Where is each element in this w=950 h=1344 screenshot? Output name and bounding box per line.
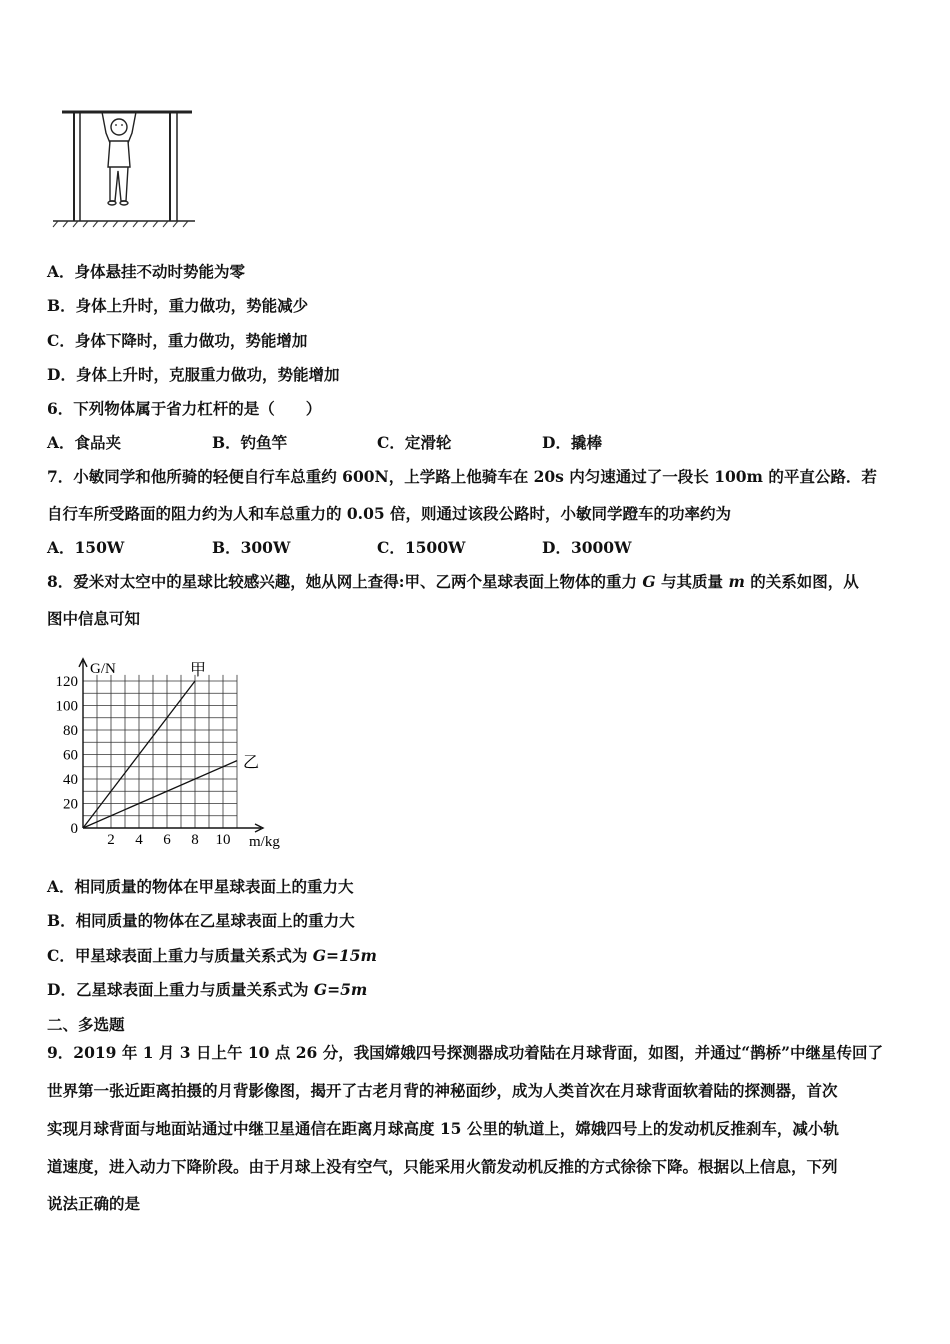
q9-line1: 9．2019 年 1 月 3 日上午 10 点 26 分，我国嫦娥四号探测器成功着陆在月球背面，如图，并通过“鹊桥”中继星传回了: [47, 1043, 884, 1062]
y-tick-label: 60: [63, 747, 78, 764]
q7-option-b: B．300W: [212, 538, 291, 557]
x-tick-label: 6: [163, 832, 171, 848]
q8-option-d: [47, 978, 367, 1000]
series-label-jia: 甲: [190, 662, 207, 679]
q9-line4: 道速度，进入动力下降阶段。由于月球上没有空气，只能采用火箭发动机反推的方式徐徐下降。根据以上信息，下列: [47, 1157, 838, 1176]
y-tick-label: 40: [63, 772, 78, 788]
q8-stem-line2: 图中信息可知: [47, 609, 141, 628]
q6-option-b: B．钓鱼竿: [212, 433, 288, 452]
q5-option-c: C．身体下降时，重力做功，势能增加: [47, 331, 308, 350]
q8-stem-part2: 与其质量: [655, 572, 729, 591]
gravity-mass-chart: [40, 645, 310, 860]
y-tick-label: 0: [70, 821, 78, 837]
q8-option-c: [47, 944, 377, 966]
q7-option-c: C．1500W: [377, 538, 466, 557]
q8-stem-part3: 的关系如图，从: [744, 572, 859, 591]
section-title: 二、多选题: [47, 1015, 125, 1034]
y-tick-label: 80: [63, 723, 78, 739]
q5-option-a: A．身体悬挂不动时势能为零: [47, 262, 246, 281]
q6-option-a: A．食品夹: [47, 433, 122, 452]
series-label-yi: 乙: [243, 754, 260, 772]
q8-var-m: m: [728, 572, 745, 591]
q5-option-d: D．身体上升时，克服重力做功，势能增加: [47, 365, 340, 384]
q9-line5: 说法正确的是: [47, 1194, 141, 1213]
q5-option-b: B．身体上升时，重力做功，势能减少: [47, 296, 309, 315]
q8-option-d-text: D．乙星球表面上重力与质量关系式为: [47, 980, 314, 999]
q7-option-a: A．150W: [47, 538, 125, 557]
y-tick-label: 120: [55, 674, 78, 690]
x-axis-label: m/kg: [249, 834, 280, 850]
q9-line3: 实现月球背面与地面站通过中继卫星通信在距离月球高度 15 公里的轨道上，嫦娥四号上的发动机反推刹车，减小轨: [47, 1119, 839, 1138]
x-tick-label: 8: [191, 832, 199, 848]
q9-line2: 世界第一张近距离拍摄的月背影像图，揭开了古老月背的神秘面纱，成为人类首次在月球背面软着陆的探测器，首次: [47, 1081, 838, 1100]
y-axis-label: G/N: [90, 660, 116, 677]
y-tick-label: 100: [55, 698, 78, 715]
q7-stem-line2: 自行车所受路面的阻力约为人和车总重力的 0.05 倍，则通过该段公路时，小敏同学蹬车的功率约为: [47, 504, 732, 523]
series-line-yi: [83, 761, 237, 828]
q7-option-d: D．3000W: [542, 538, 632, 557]
x-tick-label: 2: [107, 832, 115, 848]
q6-option-d: D．撬棒: [542, 433, 602, 452]
y-tick-label: 20: [63, 796, 78, 813]
q8-option-b: B．相同质量的物体在乙星球表面上的重力大: [47, 911, 355, 930]
pullup-figure: [50, 105, 200, 230]
q8-stem-part1: 8．爱米对太空中的星球比较感兴趣，她从网上查得:甲、乙两个星球表面上物体的重力: [47, 572, 643, 591]
q6-stem: 6．下列物体属于省力杠杆的是（ ）: [47, 399, 322, 418]
q8-option-c-formula: G=15m: [312, 946, 377, 965]
q8-option-c-text: C．甲星球表面上重力与质量关系式为: [47, 946, 313, 965]
q8-option-a: A．相同质量的物体在甲星球表面上的重力大: [47, 877, 354, 896]
q8-var-g: G: [642, 572, 656, 591]
x-tick-label: 10: [215, 832, 231, 848]
q7-stem-line1: 7．小敏同学和他所骑的轻便自行车总重约 600N，上学路上他骑车在 20s 内匀速通过了一段长 100m 的平直公路．若: [47, 467, 877, 486]
q8-option-d-formula: G=5m: [313, 980, 368, 999]
x-tick-label: 4: [135, 832, 143, 848]
q6-option-c: C．定滑轮: [377, 433, 452, 452]
q8-stem-line1: [47, 570, 859, 592]
